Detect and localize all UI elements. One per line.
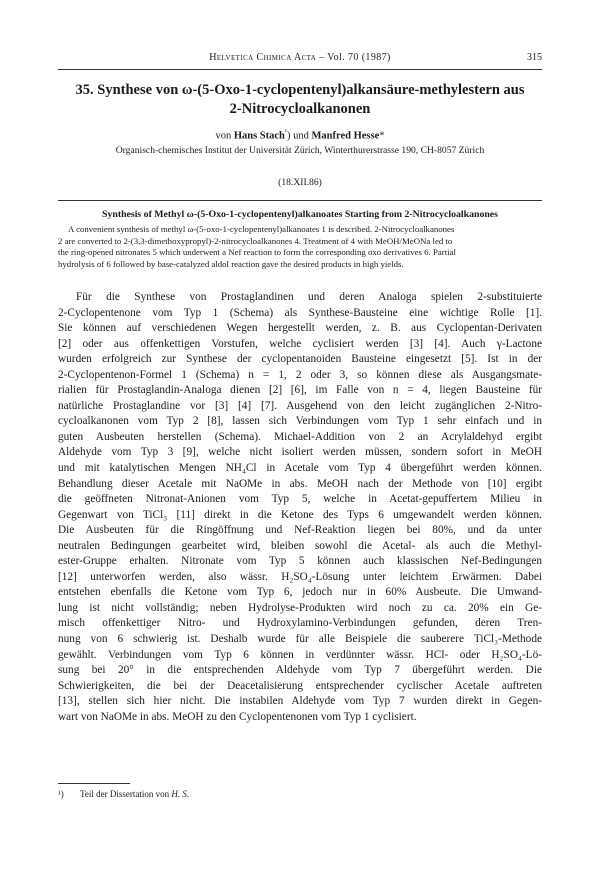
abstract-rule <box>58 200 542 201</box>
abstract-line: the ring-opened nitronates 5 which underwent a Nef reaction to form the corresponding oxo derivatives 6. Partial <box>58 247 456 258</box>
corresponding-author-mark: * <box>379 130 385 142</box>
body-line: guten Ausbeuten herstellen (Schema). Michael-Addition von 2 an Acrylaldehyd ergibt <box>58 430 542 443</box>
abstract-line: 2 are converted to 2-(3,3-dimethoxypropyl)-2-nitrocycloalkanones 4. Treatment of 4 with MeOH/MeONa led to <box>58 235 453 246</box>
body-line: [2] oder aus offenkettigen Vorstufen, welche cyclisiert werden [3] [4]. Auch γ-Lactone <box>58 337 542 350</box>
body-line: neutralen Bedingungen gearbeitet wird, bleiben sowohl die Acetal- als auch die Methyl- <box>58 539 542 552</box>
body-line: Für die Synthese von Prostaglandinen und deren Analoga spielen 2-substituierte <box>76 291 542 303</box>
abstract-line: A convenient synthesis of methyl ω-(5-oxo-1-cyclopentenyl)alkanoates 1 is described. 2-Nitrocycloalkanones <box>68 224 455 234</box>
body-line: 2-Cyclopentenon-Formel 1 (Schema) n = 1, 2 oder 3, so können diese als Ausgangsmate- <box>58 368 542 381</box>
journal-volume: – Vol. 70 (1987) <box>319 52 391 63</box>
running-head <box>0 52 600 63</box>
footnote-author: H. S. <box>171 789 190 799</box>
body-line: [13], stellen sich hier nicht. Die instabilen Aldehyde vom Typ 7 wurden direkt in Gegen- <box>58 695 542 708</box>
body-line: Gegenwart von TiCl₃ [11] direkt in die Ketone des Typs 6 umgewandelt werden können. <box>58 508 542 521</box>
footnote-mark: ¹) <box>58 789 64 799</box>
body-line: [12] unterworfen werden, also wässr. H₂SO₄-Lösung unter leichtem Erwärmen. Dabei <box>58 570 542 583</box>
title-line-1: 35. Synthese von ω-(5-Oxo-1-cyclopentenyl)alkansäure-methylestern aus <box>75 82 525 98</box>
body-line: Behandlung dieser Acetale mit NaOMe in abs. MeOH nach der Methode von [10] ergibt <box>58 477 542 490</box>
body-line: die geöffneten Nitronat-Anionen vom Typ 5, welche in Acetat-gepuffertem Milieu in <box>58 493 542 506</box>
author-line <box>0 128 600 142</box>
body-line: natürliche Prostaglandine vor [3] [4] [7]. Ausgehend von den leicht zugänglichen 2-Nitro- <box>58 399 542 412</box>
body-line: Schwierigkeiten, die bei der Deacetalisierung entsprechender cyclischer Acetale auftreten <box>58 679 542 692</box>
body-line: lung ist nicht vollständig; neben Hydrolyse-Produkten wird noch zu ca. 20% ein Ge- <box>58 601 542 614</box>
body-line: rialien für Prostaglandin-Analoga dienen [2] [6], im Falle von n = 4, liegen Bausteine für <box>58 384 542 397</box>
footnote <box>58 789 189 799</box>
abstract-line: hydrolysis of 6 followed by base-catalyzed aldol reaction gave the desired products in high yields. <box>58 258 404 269</box>
journal-name: Helvetica Chimica Acta <box>209 52 317 63</box>
footnote-text: Teil der Dissertation von <box>80 789 170 799</box>
body-line: Sie können auf verschiedenen Wegen hergestellt werden, z. B. aus Cyclopentan-Derivaten <box>58 322 542 335</box>
received-date: (18.XII.86) <box>278 177 322 188</box>
abstract-title: Synthesis of Methyl ω-(5-Oxo-1-cyclopentenyl)alkanoates Starting from 2-Nitrocycloalkanones <box>102 209 498 220</box>
header-rule <box>58 69 542 70</box>
footnote-rule <box>58 783 130 784</box>
body-line: misch offenkettiger Nitro- und Hydroxylamino-Verbindungen gefunden, deren Tren- <box>58 617 542 630</box>
body-line: wurden erfolgreich zur Synthese der cyclopentanoiden Bausteine eingesetzt [5]. Ist in der <box>58 353 542 366</box>
article-title <box>70 81 530 119</box>
body-line: Die Ausbeuten für die Ringöffnung und Nef-Reaktion liegen bei 80%, und da unter <box>58 524 542 537</box>
title-line-2: 2-Nitrocycloalkanonen <box>229 101 371 117</box>
abstract <box>58 224 542 270</box>
body-line: nung von 6 schwierig ist. Deshalb wurde für alle Beispiele die sauberere TiCl₃-Methode <box>58 633 542 646</box>
body-line: entstehen ebenfalls die Ketone vom Typ 6, jedoch nur in 60% Ausbeute. Die Umwand- <box>58 586 542 599</box>
author-1: Hans Stach <box>233 130 285 142</box>
body-line: gewählt. Verbindungen vom Typ 6 können in verdünnter wässr. HCl- oder H₂SO₄-Lö- <box>58 648 542 661</box>
page-number: 315 <box>527 52 542 63</box>
authors-prefix: von <box>215 130 232 142</box>
author-1-footnote-ref: ¹ <box>284 128 288 136</box>
body-line: sung bei 20° in die entsprechenden Aldehyde vom Typ 7 übergeführt werden. Die <box>58 664 542 677</box>
body-line: 2-Cyclopentenone vom Typ 1 (Schema) als Synthese-Bausteine eine wichtige Rolle [1]. <box>58 306 542 319</box>
body-line: wart von NaOMe in abs. MeOH zu den Cyclopentenonen vom Typ 1 cyclisiert. <box>58 710 417 723</box>
body-line: und mit katalytischen Mengen NH₄Cl in Acetale vom Typ 4 übergeführt werden können. <box>58 462 542 475</box>
body-line: ester-Gruppe erhalten. Nitronate vom Typ 5 können auch klassischen Nef-Bedingungen <box>58 555 542 568</box>
affiliation: Organisch-chemisches Institut der Universität Zürich, Winterthurerstrasse 190, CH-8057 Zürich <box>115 145 485 156</box>
body-line: Aldehyde vom Typ 3 [9], welche nicht isoliert werden müssen, sondern sofort in MeOH <box>58 446 542 459</box>
body-paragraph <box>58 290 542 725</box>
authors-and: ) und <box>287 130 309 142</box>
author-2: Manfred Hesse <box>311 130 380 142</box>
body-line: cycloalkanonen vom Typ 2 [8], lassen sich Verbindungen vom Typ 1 sehr einfach und in <box>58 415 542 428</box>
